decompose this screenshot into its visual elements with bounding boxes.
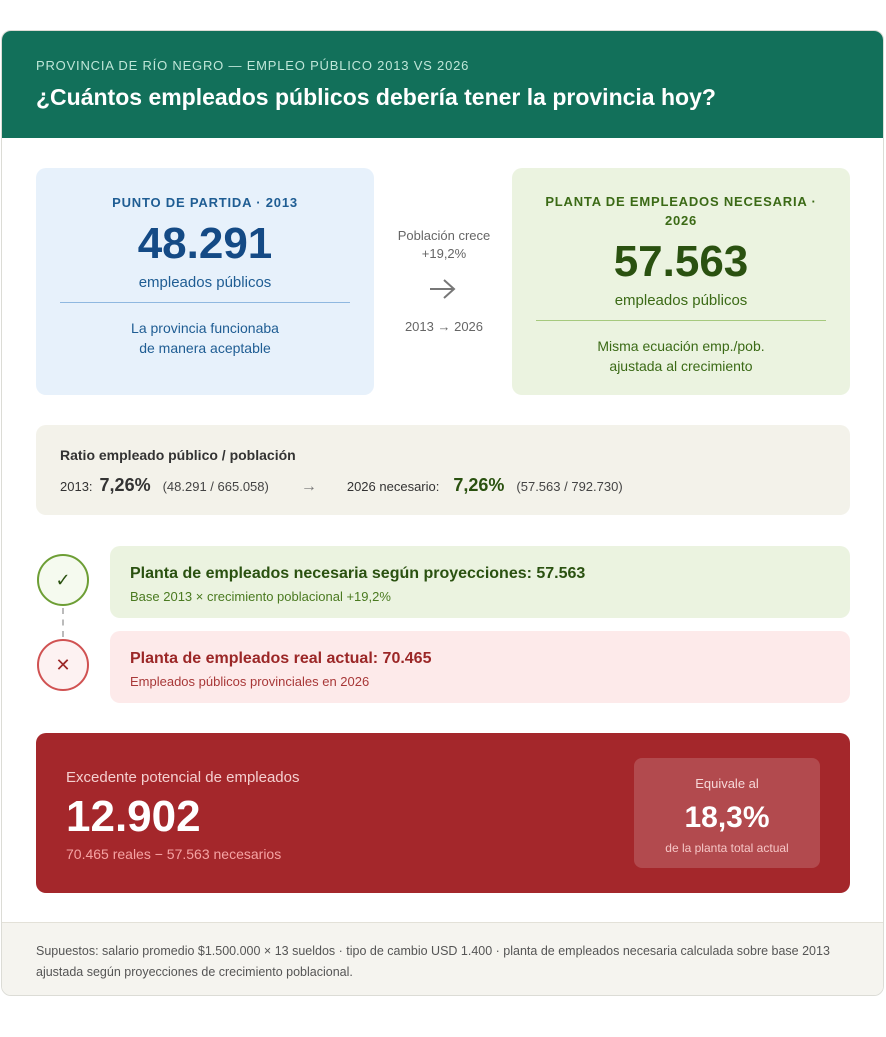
- infographic-card: [1, 30, 884, 996]
- actual-staff-row: [110, 631, 850, 703]
- ratio-arrow-icon: →: [300, 478, 317, 495]
- excess-label: Excedente potencial de empleados: [66, 769, 300, 786]
- ratio-panel: [36, 425, 850, 515]
- baseline-note-line2: de manera aceptable: [139, 340, 271, 356]
- needed-label: PLANTA DE EMPLEADOS NECESARIA · 2026: [545, 194, 817, 228]
- arrow-right-icon: [428, 277, 458, 301]
- projected-staff-subtitle: Base 2013 × crecimiento poblacional +19,2%: [130, 589, 391, 604]
- check-icon: ✓: [37, 554, 89, 606]
- baseline-note-line1: La provincia funcionaba: [131, 320, 279, 336]
- needed-value: 57.563: [613, 237, 749, 286]
- dashed-connector: [62, 608, 64, 637]
- growth-text-line2: +19,2%: [421, 246, 467, 261]
- excess-value: 12.902: [66, 792, 201, 841]
- growth-text-line1: Población crece: [397, 228, 491, 243]
- ratio-2026-label: 2026 necesario:: [346, 479, 440, 494]
- needed-divider: [536, 320, 826, 321]
- ratio-row: [60, 475, 623, 496]
- needed-note-line1: Misma ecuación emp./pob.: [597, 338, 765, 354]
- ratio-2013-value: 7,26%: [99, 475, 151, 495]
- ratio-2026-detail: (57.563 / 792.730): [516, 479, 623, 494]
- excess-panel: [36, 733, 850, 893]
- actual-staff-title: Planta de empleados real actual: 70.465: [130, 650, 432, 667]
- growth-connector: [384, 227, 504, 334]
- cross-icon: ✕: [37, 639, 89, 691]
- actual-staff-subtitle: Empleados públicos provinciales en 2026: [130, 674, 370, 689]
- baseline-value: 48.291: [137, 219, 273, 268]
- ratio-2026-value: 7,26%: [453, 475, 505, 495]
- needed-note: [532, 336, 830, 376]
- projected-staff-row: [110, 546, 850, 618]
- header: [2, 31, 883, 138]
- page-title: ¿Cuántos empleados públicos debería tener la provincia hoy?: [36, 84, 716, 110]
- excess-share-box: [634, 758, 820, 868]
- excess-share-label: Equivale al: [695, 776, 759, 791]
- footer-assumptions: Supuestos: salario promedio $1.500.000 × 13 sueldos · tipo de cambio USD 1.400 · planta de empleados necesaria calculada sobre base 2013 ajustada según proyecciones de crecimiento poblacional.: [36, 944, 830, 979]
- ratio-2013-detail: (48.291 / 665.058): [162, 479, 269, 494]
- baseline-label: PUNTO DE PARTIDA · 2013: [112, 195, 298, 210]
- projected-staff-title: Planta de empleados necesaria según proyecciones: 57.563: [130, 565, 586, 582]
- excess-share-subtitle: de la planta total actual: [665, 841, 789, 855]
- excess-share-value: 18,3%: [684, 801, 770, 834]
- baseline-note: [56, 318, 354, 358]
- header-eyebrow: PROVINCIA DE RÍO NEGRO — EMPLEO PÚBLICO 2013 VS 2026: [36, 58, 470, 73]
- ratio-title: Ratio empleado público / población: [60, 447, 296, 463]
- needed-note-line2: ajustada al crecimiento: [609, 358, 753, 374]
- needed-unit: empleados públicos: [614, 292, 748, 309]
- growth-years: 2013 → 2026: [404, 319, 484, 334]
- baseline-2013-box: [36, 168, 374, 395]
- excess-detail: 70.465 reales − 57.563 necesarios: [66, 846, 282, 862]
- footer: [2, 922, 883, 996]
- baseline-unit: empleados públicos: [138, 274, 272, 291]
- ratio-2013-label: 2013:: [60, 479, 93, 494]
- baseline-divider: [60, 302, 350, 303]
- needed-2026-box: [512, 168, 850, 395]
